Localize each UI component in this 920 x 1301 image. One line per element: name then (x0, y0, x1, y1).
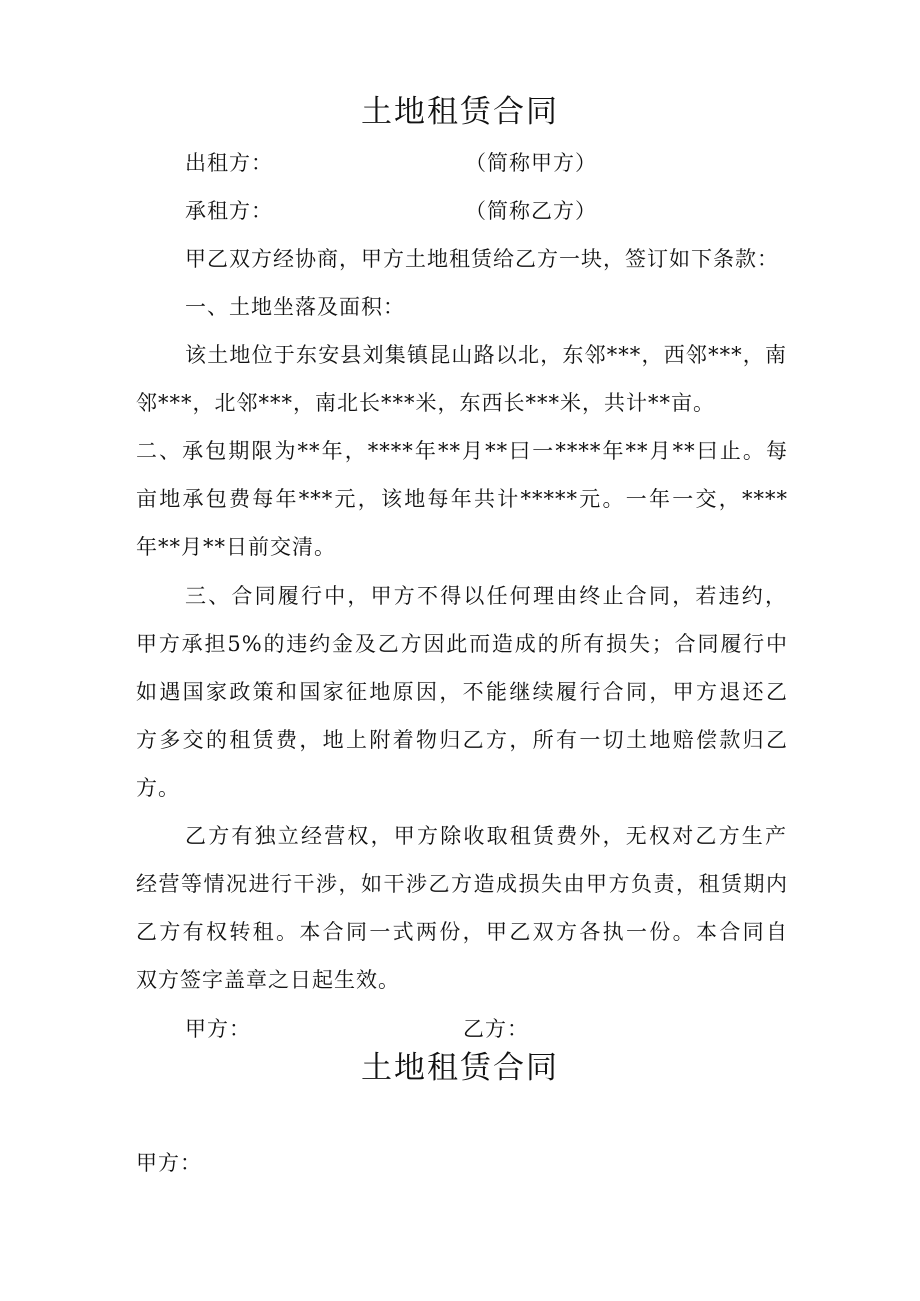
clause-4-line: 乙方有权转租。本合同一式两份，甲乙双方各执一份。本合同自 (136, 920, 788, 944)
clause-2-line: 二、承包期限为**年，****年**月**曰一****年**月**曰止。每 (136, 439, 788, 463)
lessor-abbreviation: （简称甲方） (465, 151, 597, 175)
clause-1-line: 邻***，北邻***，南北长***米，东西长***米，共计**亩。 (136, 391, 715, 415)
clause-2-line: 年**月**日前交清。 (136, 535, 336, 559)
intro-paragraph: 甲乙双方经协商，甲方土地租赁给乙方一块，签订如下条款： (185, 247, 779, 271)
clause-1-heading: 一、土地坐落及面积： (185, 295, 405, 319)
clause-4-line: 双方签字盖章之日起生效。 (136, 968, 400, 992)
clause-3-line: 甲方承担5%的违约金及乙方因此而造成的所有损失；合同履行中 (136, 632, 788, 656)
lessee-label: 承租方： (185, 199, 273, 223)
signature-party-a: 甲方： (185, 1017, 251, 1041)
lessee-abbreviation: （简称乙方） (465, 199, 597, 223)
second-document-title: 土地租赁合同 (361, 1050, 559, 1086)
document-title: 土地租赁合同 (361, 94, 559, 130)
second-party-a-label: 甲方： (136, 1151, 202, 1175)
lessor-label: 出租方： (185, 151, 273, 175)
clause-3-line: 方。 (136, 776, 180, 800)
clause-4-line: 经营等情况进行干涉，如干涉乙方造成损失由甲方负责，租赁期内 (136, 872, 788, 896)
clause-1-line: 该土地位于东安县刘集镇昆山路以北，东邻***，西邻***，南 (185, 343, 787, 367)
signature-party-b: 乙方： (463, 1017, 529, 1041)
clause-2-line: 亩地承包费每年***元，该地每年共计*****元。一年一交，**** (136, 487, 788, 511)
clause-3-line: 三、合同履行中，甲方不得以任何理由终止合同，若违约， (185, 584, 787, 608)
clause-3-line: 方多交的租赁费，地上附着物归乙方，所有一切土地赔偿款归乙 (136, 728, 788, 752)
clause-3-line: 如遇国家政策和国家征地原因，不能继续履行合同，甲方退还乙 (136, 680, 788, 704)
clause-4-line: 乙方有独立经营权，甲方除收取租赁费外，无权对乙方生产 (185, 824, 787, 848)
